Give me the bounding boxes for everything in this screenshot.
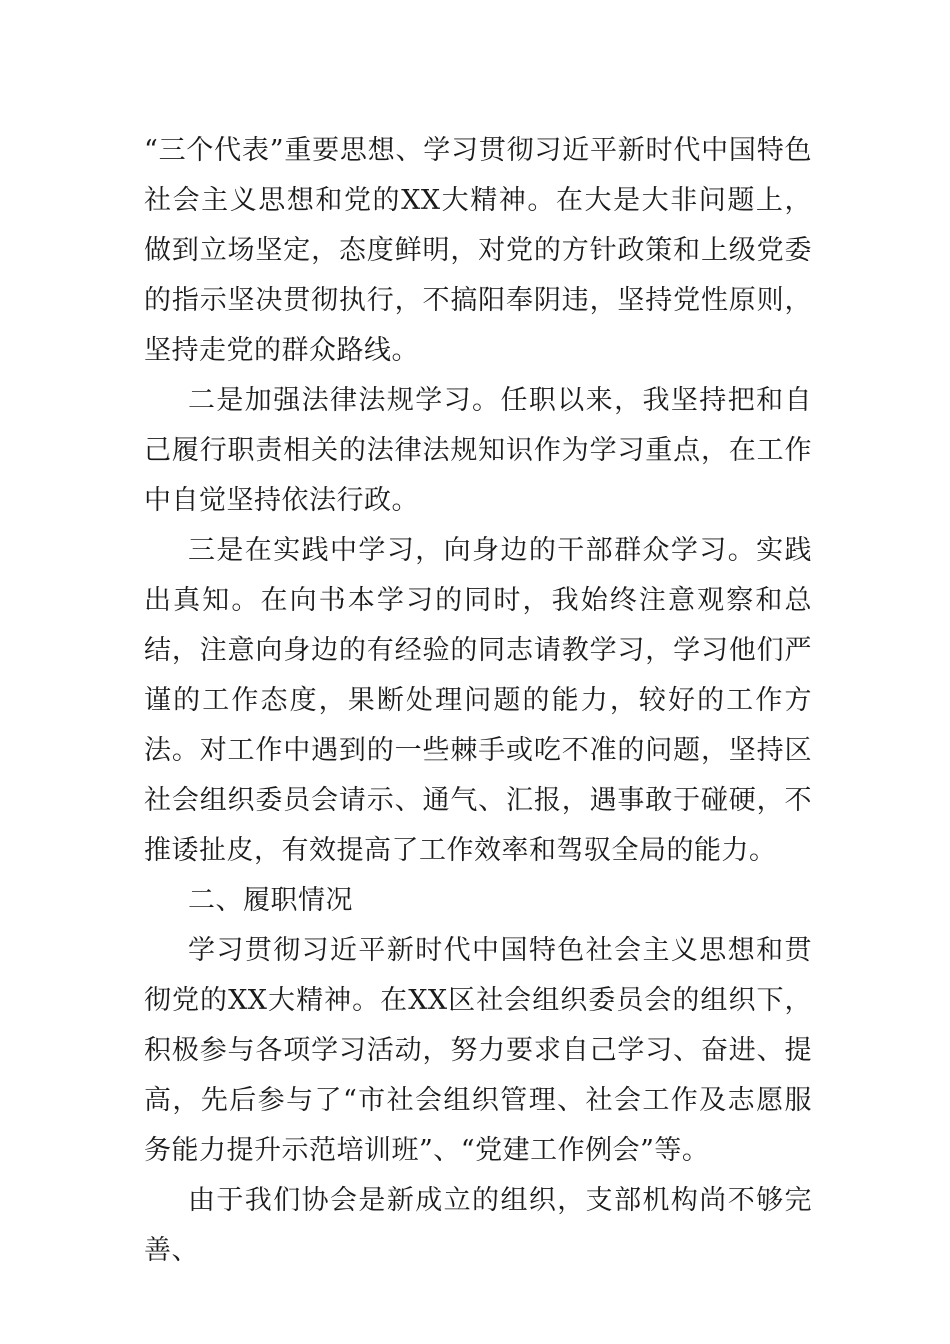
document-body — [144, 126, 812, 1276]
section-heading-duty: 二、履职情况 — [188, 885, 353, 916]
paragraph-practice-study: 三是在实践中学习，向身边的干部群众学习。实践出真知。在向书本学习的同时，我始终注意观察和总结，注意向身边的有经验的同志请教学习，学习他们严谨的工作态度，果断处理问题的能力，较好的工作方法。对工作中遇到的一些棘手或吃不准的问题，坚持区社会组织委员会请示、通气、汇报，遇事敢于碰硬，不推诿扯皮，有效提高了工作效率和驾驭全局的能力。 — [144, 535, 812, 866]
paragraph-duty-study: 学习贯彻习近平新时代中国特色社会主义思想和贯彻党的XX大精神。在XX区社会组织委员会的组织下，积极参与各项学习活动，努力要求自己学习、奋进、提高，先后参与了“市社会组织管理、社会工作及志愿服务能力提升示范培训班”、“党建工作例会”等。 — [144, 935, 812, 1166]
paragraph-association: 由于我们协会是新成立的组织，支部机构尚不够完善、 — [144, 1185, 812, 1266]
paragraph-law-study: 二是加强法律法规学习。任职以来，我坚持把和自己履行职责相关的法律法规知识作为学习重点，在工作中自觉坚持依法行政。 — [144, 385, 812, 516]
paragraph-continuation: “三个代表”重要思想、学习贯彻习近平新时代中国特色社会主义思想和党的XX大精神。在大是大非问题上，做到立场坚定，态度鲜明，对党的方针政策和上级党委的指示坚决贯彻执行，不搞阳奉阴违，坚持党性原则，坚持走党的群众路线。 — [144, 135, 812, 366]
